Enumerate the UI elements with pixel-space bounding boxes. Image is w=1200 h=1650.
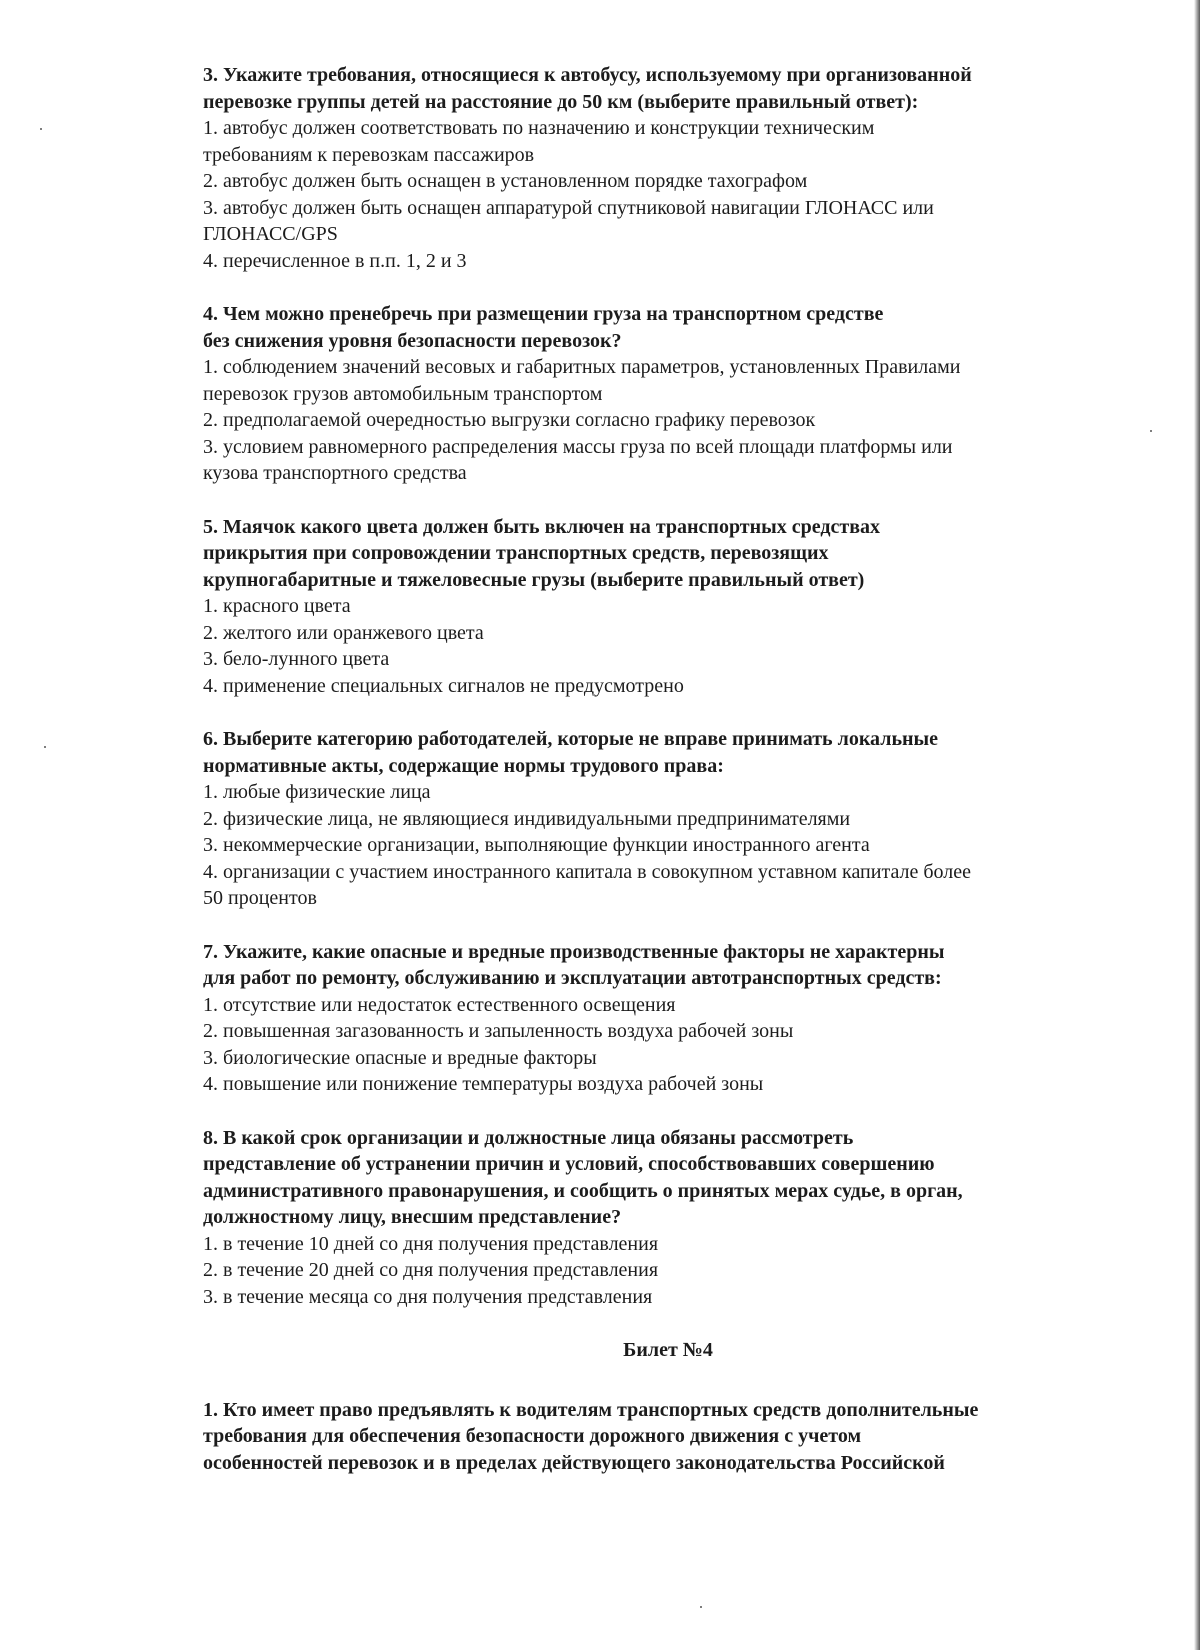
- question-5: [203, 514, 1133, 700]
- answer-option: 1. автобус должен соответствовать по назначению и конструкции техническим: [203, 117, 875, 139]
- answer-option: 2. физические лица, не являющиеся индивидуальными предпринимателями: [203, 807, 851, 830]
- question-6: [203, 726, 1133, 912]
- answer-option: 2. повышенная загазованность и запыленность воздуха рабочей зоны: [203, 1020, 794, 1042]
- question-7: [203, 939, 1133, 1098]
- question-4: [203, 301, 1133, 487]
- answer-option: 3. автобус должен быть оснащен аппаратурой спутниковой навигации ГЛОНАСС или: [203, 196, 934, 219]
- answer-option: 1. в течение 10 дней со дня получения представления: [203, 1232, 659, 1255]
- answer-option: 4. перечисленное в п.п. 1, 2 и 3: [203, 249, 467, 272]
- scan-speck: [1150, 430, 1152, 432]
- answer-option: 3. бело-лунного цвета: [203, 648, 390, 670]
- answer-option: 50 процентов: [203, 887, 317, 909]
- scan-speck: [44, 746, 46, 748]
- answer-option: 1. соблюдением значений весовых и габаритных параметров, установленных Правилами: [203, 356, 961, 378]
- answer-option: требованиям к перевозкам пассажиров: [203, 143, 535, 166]
- ticket-4-question-1: [203, 1397, 1133, 1477]
- answer-option: 4. применение специальных сигналов не предусмотрено: [203, 674, 684, 697]
- question-title: 6. Выберите категорию работодателей, которые не вправе принимать локальные нормативные акты, содержащие нормы трудового права:: [203, 728, 939, 777]
- question-title: 8. В какой срок организации и должностные лица обязаны рассмотреть представление об устранении причин и условий, способствовавших совершению административного правонарушения, и сообщить о принятых мерах судье, в орган, должностному лицу, внесшим представление?: [203, 1126, 963, 1228]
- answer-option: 3. биологические опасные и вредные факторы: [203, 1046, 597, 1069]
- answer-option: 3. в течение месяца со дня получения представления: [203, 1285, 653, 1308]
- question-3: [203, 62, 1133, 274]
- question-title: 7. Укажите, какие опасные и вредные производственные факторы не характерны для работ по ремонту, обслуживанию и эксплуатации автотранспортных средств:: [203, 940, 945, 989]
- question-8: [203, 1125, 1133, 1311]
- answer-option: кузова транспортного средства: [203, 462, 467, 484]
- ticket-heading: Билет №4: [623, 1339, 713, 1361]
- answer-option: ГЛОНАСС/GPS: [203, 223, 338, 245]
- scan-speck: [700, 1606, 702, 1608]
- answer-option: 1. любые физические лица: [203, 781, 431, 803]
- document-body: [203, 62, 1133, 1503]
- answer-option: перевозок грузов автомобильным транспортом: [203, 382, 603, 405]
- answer-option: 3. условием равномерного распределения массы груза по всей площади платформы или: [203, 435, 953, 458]
- question-title: 1. Кто имеет право предъявлять к водителям транспортных средств дополнительные требования для обеспечения безопасности дорожного движения с учетом особенностей перевозок и в пределах действующего законодательства Российской: [203, 1398, 979, 1474]
- page-edge-shadow: [1194, 0, 1200, 1650]
- scan-speck: [40, 128, 42, 130]
- question-title: 3. Укажите требования, относящиеся к автобусу, используемому при организованной перевозке группы детей на расстояние до 50 км (выберите правильный ответ):: [203, 64, 972, 113]
- answer-option: 4. организации с участием иностранного капитала в совокупном уставном капитале более: [203, 860, 971, 883]
- answer-option: 2. желтого или оранжевого цвета: [203, 621, 484, 644]
- answer-option: 2. в течение 20 дней со дня получения представления: [203, 1259, 659, 1281]
- question-title: 4. Чем можно пренебречь при размещении груза на транспортном средстве без снижения уровня безопасности перевозок?: [203, 303, 884, 352]
- question-title: 5. Маячок какого цвета должен быть включен на транспортных средствах прикрытия при сопровождении транспортных средств, перевозящих крупногабаритные и тяжеловесные грузы (выберите правильный ответ): [203, 515, 881, 591]
- answer-option: 1. красного цвета: [203, 595, 351, 617]
- answer-option: 3. некоммерческие организации, выполняющие функции иностранного агента: [203, 834, 870, 856]
- answer-option: 4. повышение или понижение температуры воздуха рабочей зоны: [203, 1073, 764, 1095]
- answer-option: 1. отсутствие или недостаток естественного освещения: [203, 993, 676, 1016]
- answer-option: 2. автобус должен быть оснащен в установленном порядке тахографом: [203, 170, 808, 192]
- answer-option: 2. предполагаемой очередностью выгрузки согласно графику перевозок: [203, 409, 816, 431]
